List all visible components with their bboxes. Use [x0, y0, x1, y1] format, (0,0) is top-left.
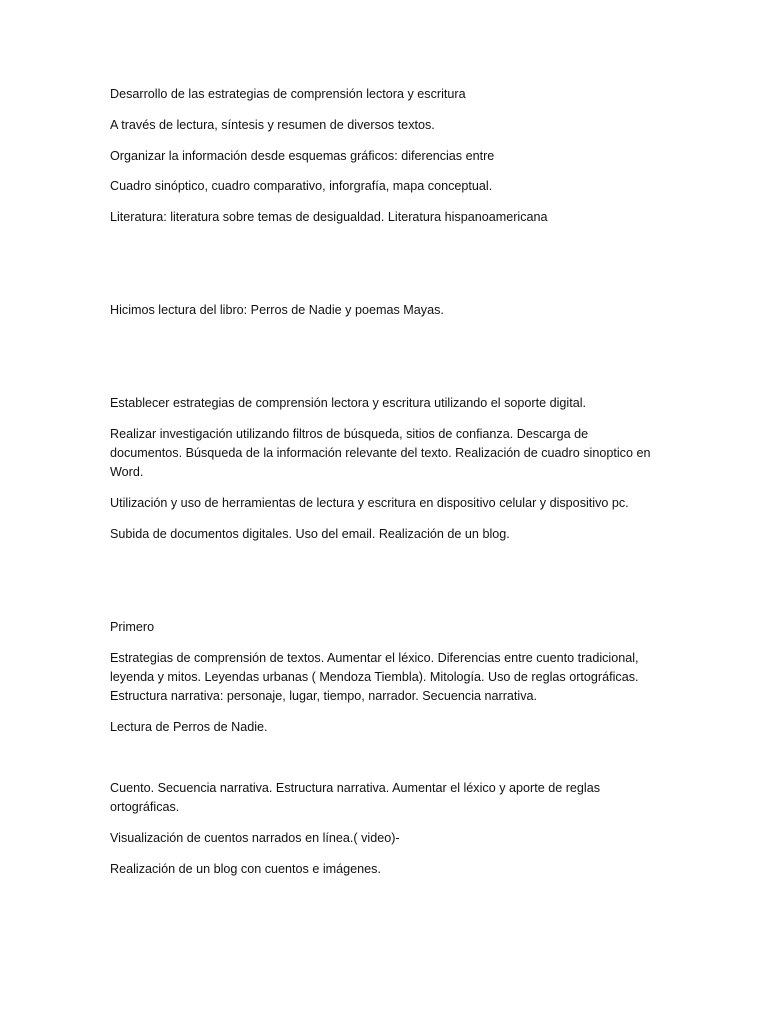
text-line: Hicimos lectura del libro: Perros de Nadie y poemas Mayas.: [110, 303, 444, 317]
text-line: A través de lectura, síntesis y resumen de diversos textos.: [110, 118, 435, 132]
paragraph: Cuento. Secuencia narrativa. Estructura narrativa. Aumentar el léxico y aporte de reglas ortográficas.: [110, 781, 601, 814]
section-heading: Primero: [110, 620, 155, 634]
text-line: Lectura de Perros de Nadie.: [110, 720, 268, 734]
text-line: Visualización de cuentos narrados en línea.( video)-: [110, 831, 400, 845]
paragraph: Realizar investigación utilizando filtros de búsqueda, sitios de confianza. Descarga de documentos. Búsqueda de la información relevante del texto. Realización de cuadro sinoptico en Word.: [110, 427, 651, 479]
heading-line: Desarrollo de las estrategias de comprensión lectora y escritura: [110, 87, 466, 101]
text-line: Literatura: literatura sobre temas de desigualdad. Literatura hispanoamericana: [110, 210, 548, 224]
text-line: Organizar la información desde esquemas gráficos: diferencias entre: [110, 149, 495, 163]
text-line: Utilización y uso de herramientas de lectura y escritura en dispositivo celular y dispositivo pc.: [110, 496, 629, 510]
text-line: Subida de documentos digitales. Uso del email. Realización de un blog.: [110, 527, 510, 541]
text-line: Establecer estrategias de comprensión lectora y escritura utilizando el soporte digital.: [110, 396, 587, 410]
text-line: Cuadro sinóptico, cuadro comparativo, inforgrafía, mapa conceptual.: [110, 179, 493, 193]
text-line: Realización de un blog con cuentos e imágenes.: [110, 862, 381, 876]
paragraph: Estrategias de comprensión de textos. Aumentar el léxico. Diferencias entre cuento tradicional, leyenda y mitos. Leyendas urbanas ( Mendoza Tiembla). Mitología. Uso de reglas ortográficas. Estructura narrativa: personaje, lugar, tiempo, narrador. Secuencia narrativa.: [110, 651, 639, 703]
